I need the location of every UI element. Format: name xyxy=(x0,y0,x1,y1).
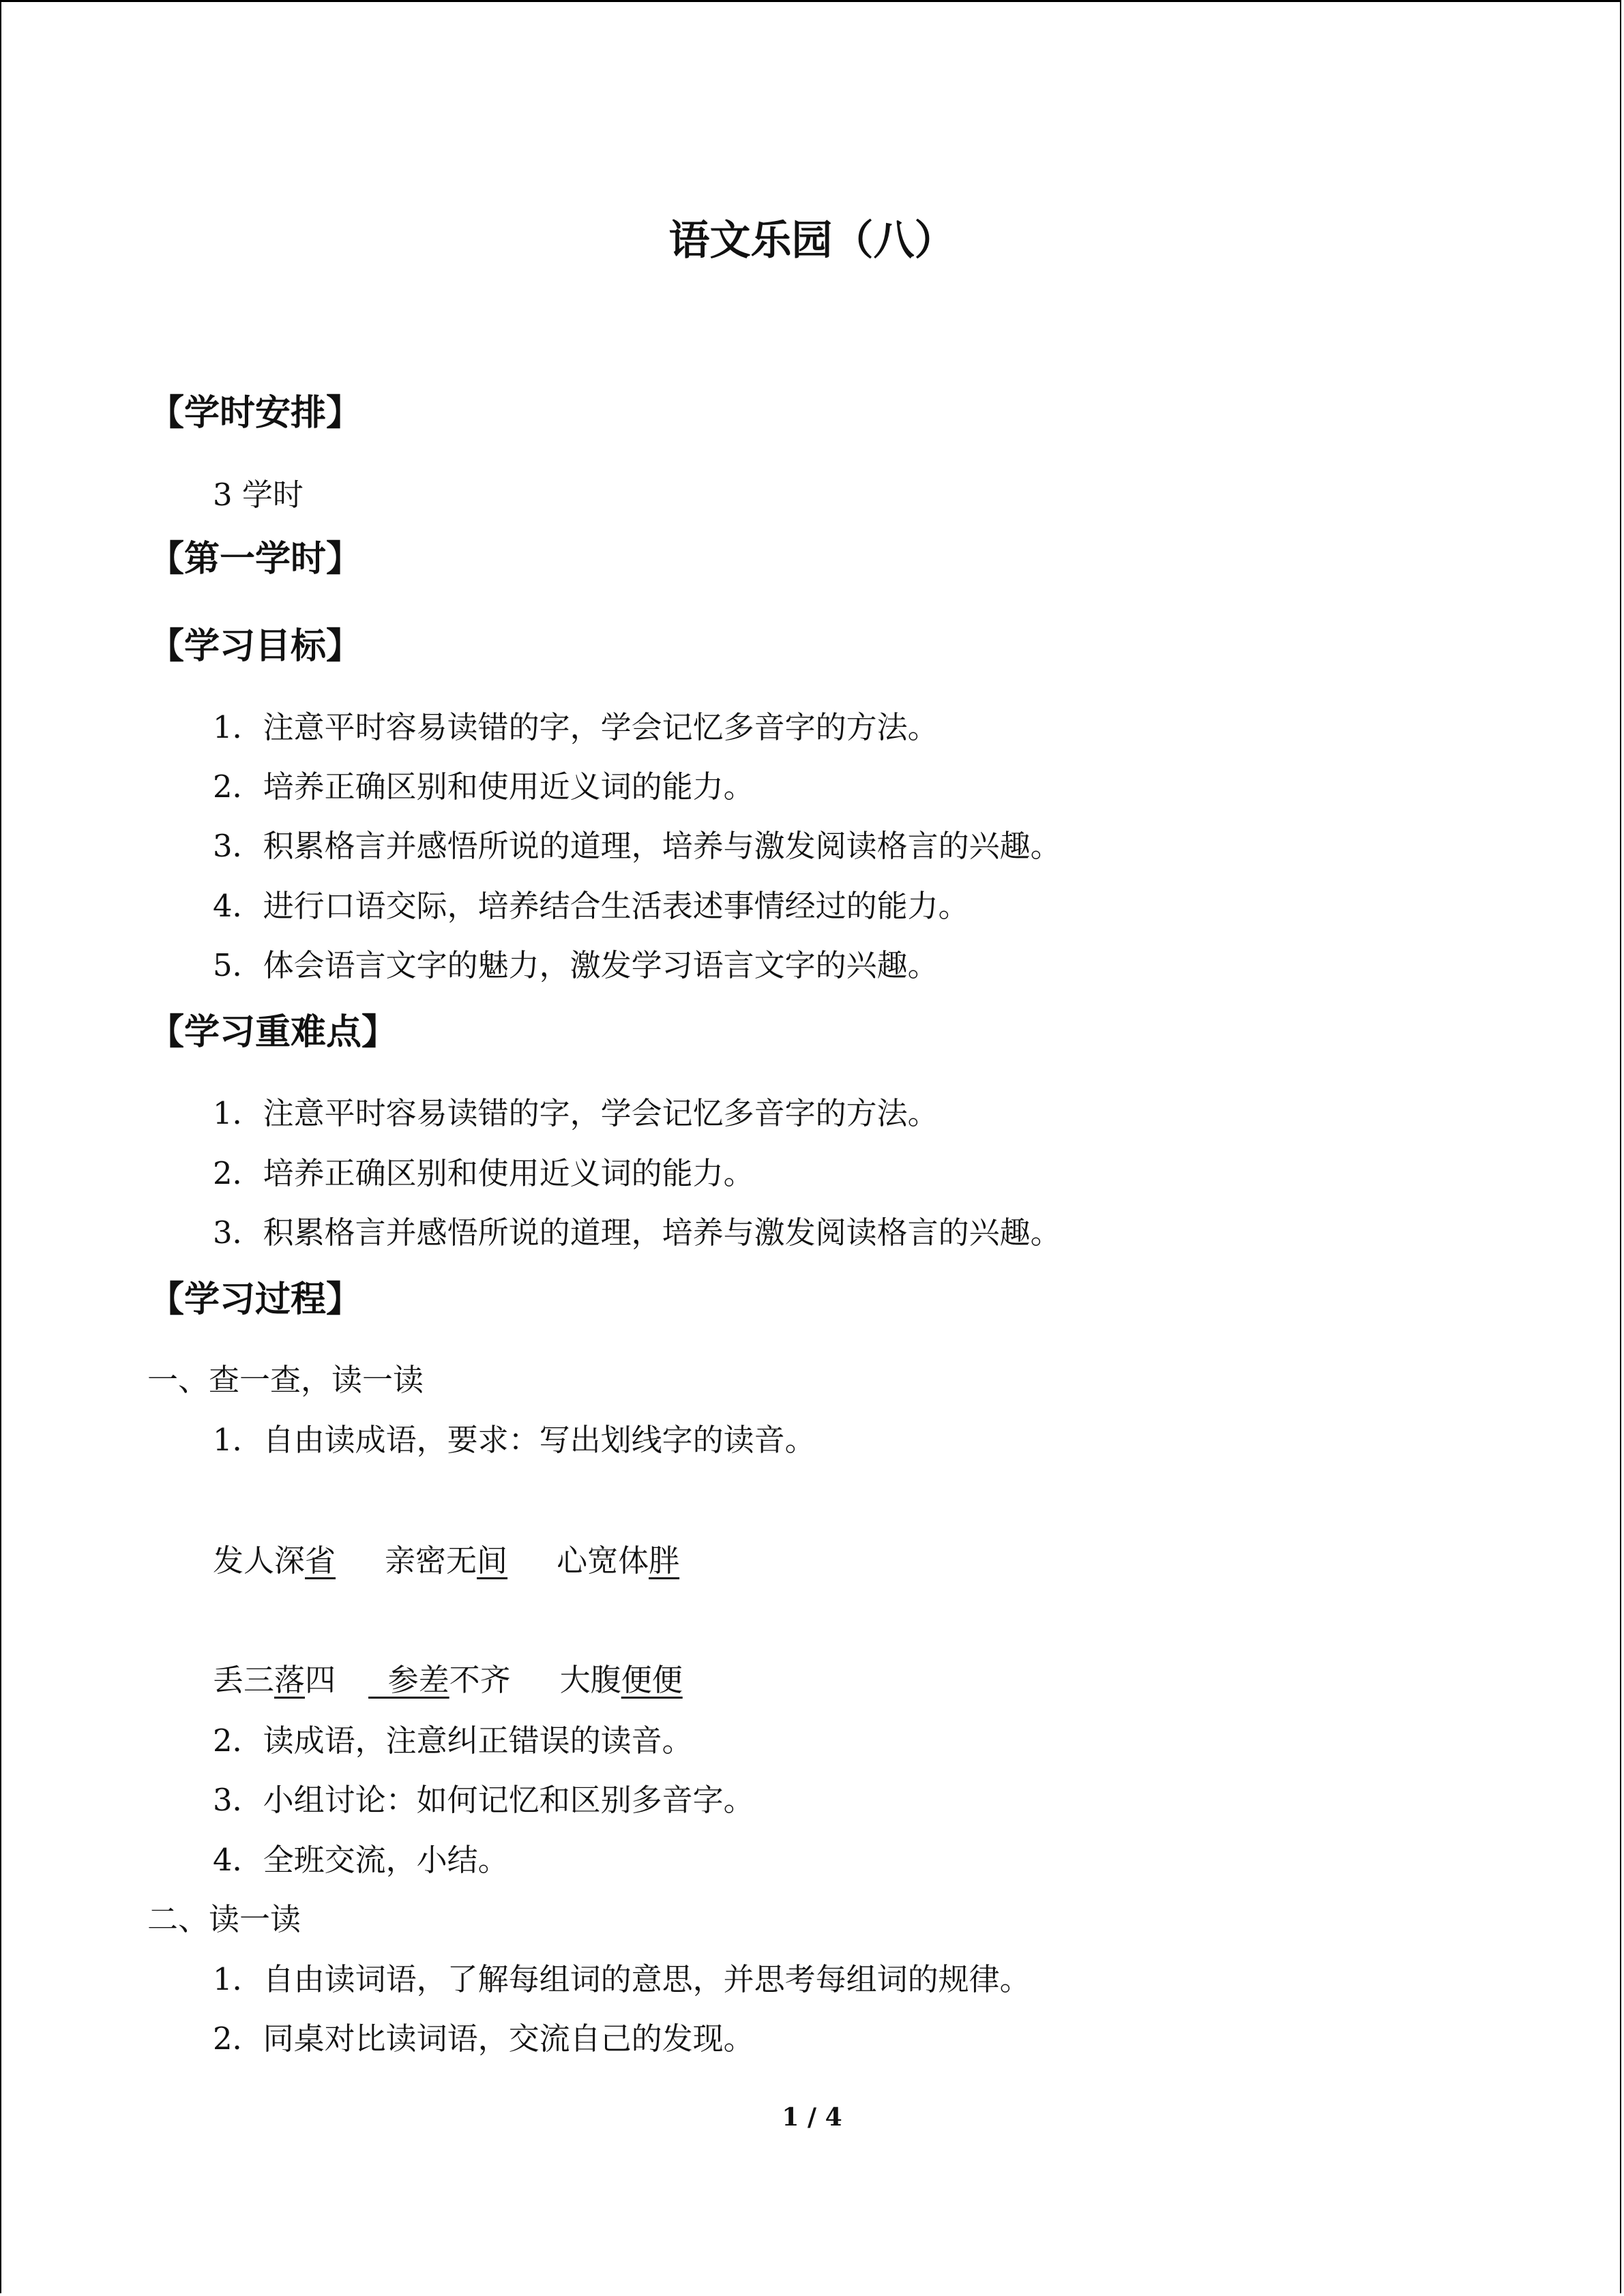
part1-step: 2．读成语，注意纠正错误的读音。 xyxy=(213,1723,693,1759)
underlined-char: 间 xyxy=(477,1542,508,1579)
idiom: 发人深省 xyxy=(213,1542,336,1579)
goal-item: 3．积累格言并感悟所说的道理，培养与激发阅读格言的兴趣。 xyxy=(213,828,1061,864)
key-point-item: 3．积累格言并感悟所说的道理，培养与激发阅读格言的兴趣。 xyxy=(213,1214,1061,1251)
heading-first-period: 【第一学时】 xyxy=(149,538,362,580)
heading-process: 【学习过程】 xyxy=(149,1279,362,1320)
goal-item: 1．注意平时容易读错的字，学会记忆多音字的方法。 xyxy=(213,709,939,745)
idiom: 心宽体胖 xyxy=(557,1542,680,1579)
part2-step: 2．同桌对比读词语，交流自己的发现。 xyxy=(213,2021,754,2057)
underlined-char: 省 xyxy=(305,1542,336,1579)
goal-item: 4．进行口语交际，培养结合生活表述事情经过的能力。 xyxy=(213,888,969,924)
underlined-char: 胖 xyxy=(649,1542,680,1579)
part2-step: 1．自由读词语，了解每组词的意思，并思考每组词的规律。 xyxy=(213,1961,1031,1997)
page-title: 语文乐园（八） xyxy=(668,217,956,265)
underlined-char: 便便 xyxy=(621,1662,683,1698)
schedule-text: 3 学时 xyxy=(213,477,304,513)
idiom: 亲密无间 xyxy=(385,1542,508,1579)
part2-title: 二、读一读 xyxy=(147,1901,301,1937)
heading-key-points: 【学习重难点】 xyxy=(149,1011,398,1053)
idiom-row-2 xyxy=(213,1658,683,1703)
part1-step: 4．全班交流，小结。 xyxy=(213,1842,509,1878)
page-number: 1 / 4 xyxy=(782,2103,842,2132)
goal-item: 5．体会语言文字的魅力，激发学习语言文字的兴趣。 xyxy=(213,947,939,983)
idiom: 参差不齐 xyxy=(368,1662,511,1698)
goal-item: 2．培养正确区别和使用近义词的能力。 xyxy=(213,769,754,805)
underlined-char: 参差 xyxy=(368,1662,449,1698)
heading-schedule: 【学时安排】 xyxy=(149,392,362,434)
heading-goals: 【学习目标】 xyxy=(149,625,362,667)
idiom-row-1 xyxy=(213,1538,679,1583)
part1-step1: 1．自由读成语，要求：写出划线字的读音。 xyxy=(213,1422,816,1458)
part1-step: 3．小组讨论：如何记忆和区别多音字。 xyxy=(213,1782,754,1818)
underlined-char: 落 xyxy=(274,1662,306,1698)
key-point-item: 2．培养正确区别和使用近义词的能力。 xyxy=(213,1155,754,1191)
idiom: 丢三落四 xyxy=(213,1662,336,1698)
key-point-item: 1．注意平时容易读错的字，学会记忆多音字的方法。 xyxy=(213,1095,939,1131)
idiom: 大腹便便 xyxy=(559,1662,683,1698)
part1-title: 一、查一查，读一读 xyxy=(147,1362,424,1398)
